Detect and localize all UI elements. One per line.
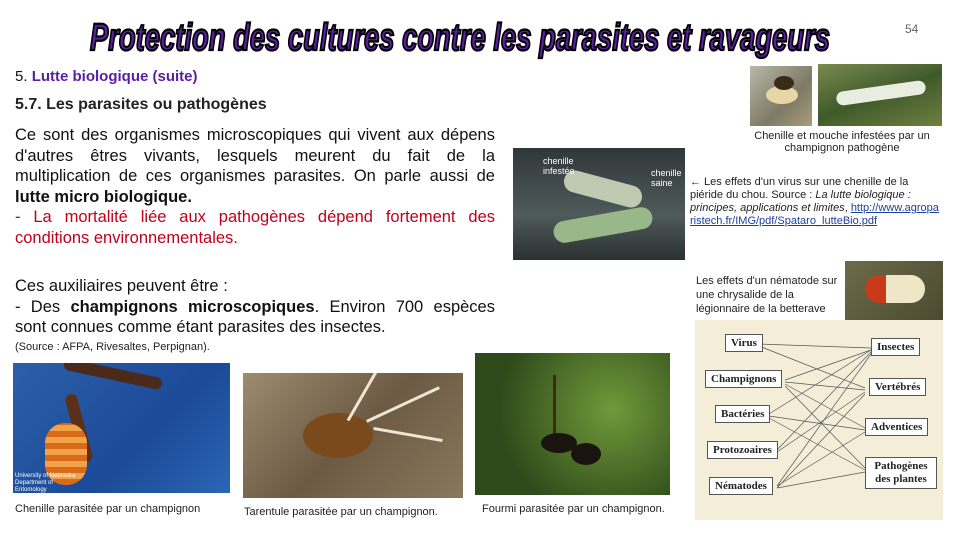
virus-caterpillar-photo <box>513 148 685 260</box>
diagram-nematodes: Nématodes <box>709 477 773 495</box>
caterpillar-fungus-photo <box>13 363 230 493</box>
diagram-bacteries: Bactéries <box>715 405 770 423</box>
diagram-champignons: Champignons <box>705 370 782 388</box>
diagram-pathogenes: Pathogènes des plantes <box>865 457 937 489</box>
caption-photo1: Chenille parasitée par un champignon <box>15 503 201 515</box>
label-infested: chenille infestée <box>543 156 575 176</box>
caption-fly-caterpillar: Chenille et mouche infestées par un champignon pathogène <box>754 130 930 154</box>
auxiliaries-intro: Ces auxiliaires peuvent être : <box>15 277 228 295</box>
diagram-protozoaires: Protozoaires <box>707 441 778 459</box>
auxiliaries-rest: . Environ 700 espèces sont connues comme étant parasites des insectes. <box>15 297 495 336</box>
caption-virus-text: Les effets d'un virus sur une chenille de la piéride du chou. Source : <box>690 176 909 201</box>
auxiliaries-paragraph <box>15 276 495 338</box>
caption-virus: ← Les effets d'un virus sur une chenille de la piéride du chou. Source : La lutte biologique : principes, applications et limites, http://www.agroparistech.fr/IMG/pdf/Spataro_lutteBio.pdf <box>690 176 939 227</box>
source-link[interactable]: http://www.agroparistech.fr/IMG/pdf/Spataro_lutteBio.pdf <box>690 202 939 227</box>
auxiliaries-bold: champignons microscopiques <box>70 297 315 316</box>
section-heading <box>15 68 198 85</box>
caption-photo3: Fourmi parasitée par un champignon. <box>482 503 665 515</box>
parasite-diagram <box>695 320 943 520</box>
intro-paragraph <box>15 125 495 248</box>
intro-bold: lutte micro biologique. <box>15 187 192 206</box>
caption-nematode: Les effets d'un nématode sur une chrysalide de la légionnaire de la betterave <box>696 275 838 315</box>
slide-number: 54 <box>905 22 919 36</box>
nematode-photo <box>845 261 943 321</box>
arrow-left-icon: ← <box>690 176 701 188</box>
caterpillar-photo <box>818 64 942 126</box>
slide-title <box>85 6 835 66</box>
label-healthy: chenille saine <box>651 168 682 188</box>
ant-photo <box>475 353 670 495</box>
slide-title-text: Protection des cultures contre les parasites et ravageurs <box>90 17 830 59</box>
auxiliaries-prefix: - Des <box>15 297 71 316</box>
diagram-virus: Virus <box>725 334 763 352</box>
diagram-insectes: Insectes <box>871 338 920 356</box>
section-title: Lutte biologique (suite) <box>31 68 198 85</box>
intro-red-text: - La mortalité liée aux pathogènes dépend fortement des conditions environnementales. <box>15 208 495 247</box>
section-number: 5. <box>15 68 32 85</box>
univ-label: University of Nebraska Department of Entomology <box>15 473 76 493</box>
diagram-vertebres: Vertébrés <box>869 378 926 396</box>
subsection-heading: 5.7. Les parasites ou pathogènes <box>15 96 267 113</box>
caption-photo2: Tarentule parasitée par un champignon. <box>244 506 438 518</box>
tarantula-photo <box>243 373 463 498</box>
intro-text: Ce sont des organismes microscopiques qui vivent aux dépens d'autres êtres vivants, lesquels meurent du fait de la multiplication de ces organismes parasites. On parle aussi de <box>15 126 495 185</box>
fly-photo <box>750 66 812 126</box>
diagram-adventices: Adventices <box>865 418 928 436</box>
source-note: (Source : AFPA, Rivesaltes, Perpignan). <box>15 341 210 353</box>
caption-virus-italic: La lutte biologique : principes, applications et limites <box>690 189 911 214</box>
